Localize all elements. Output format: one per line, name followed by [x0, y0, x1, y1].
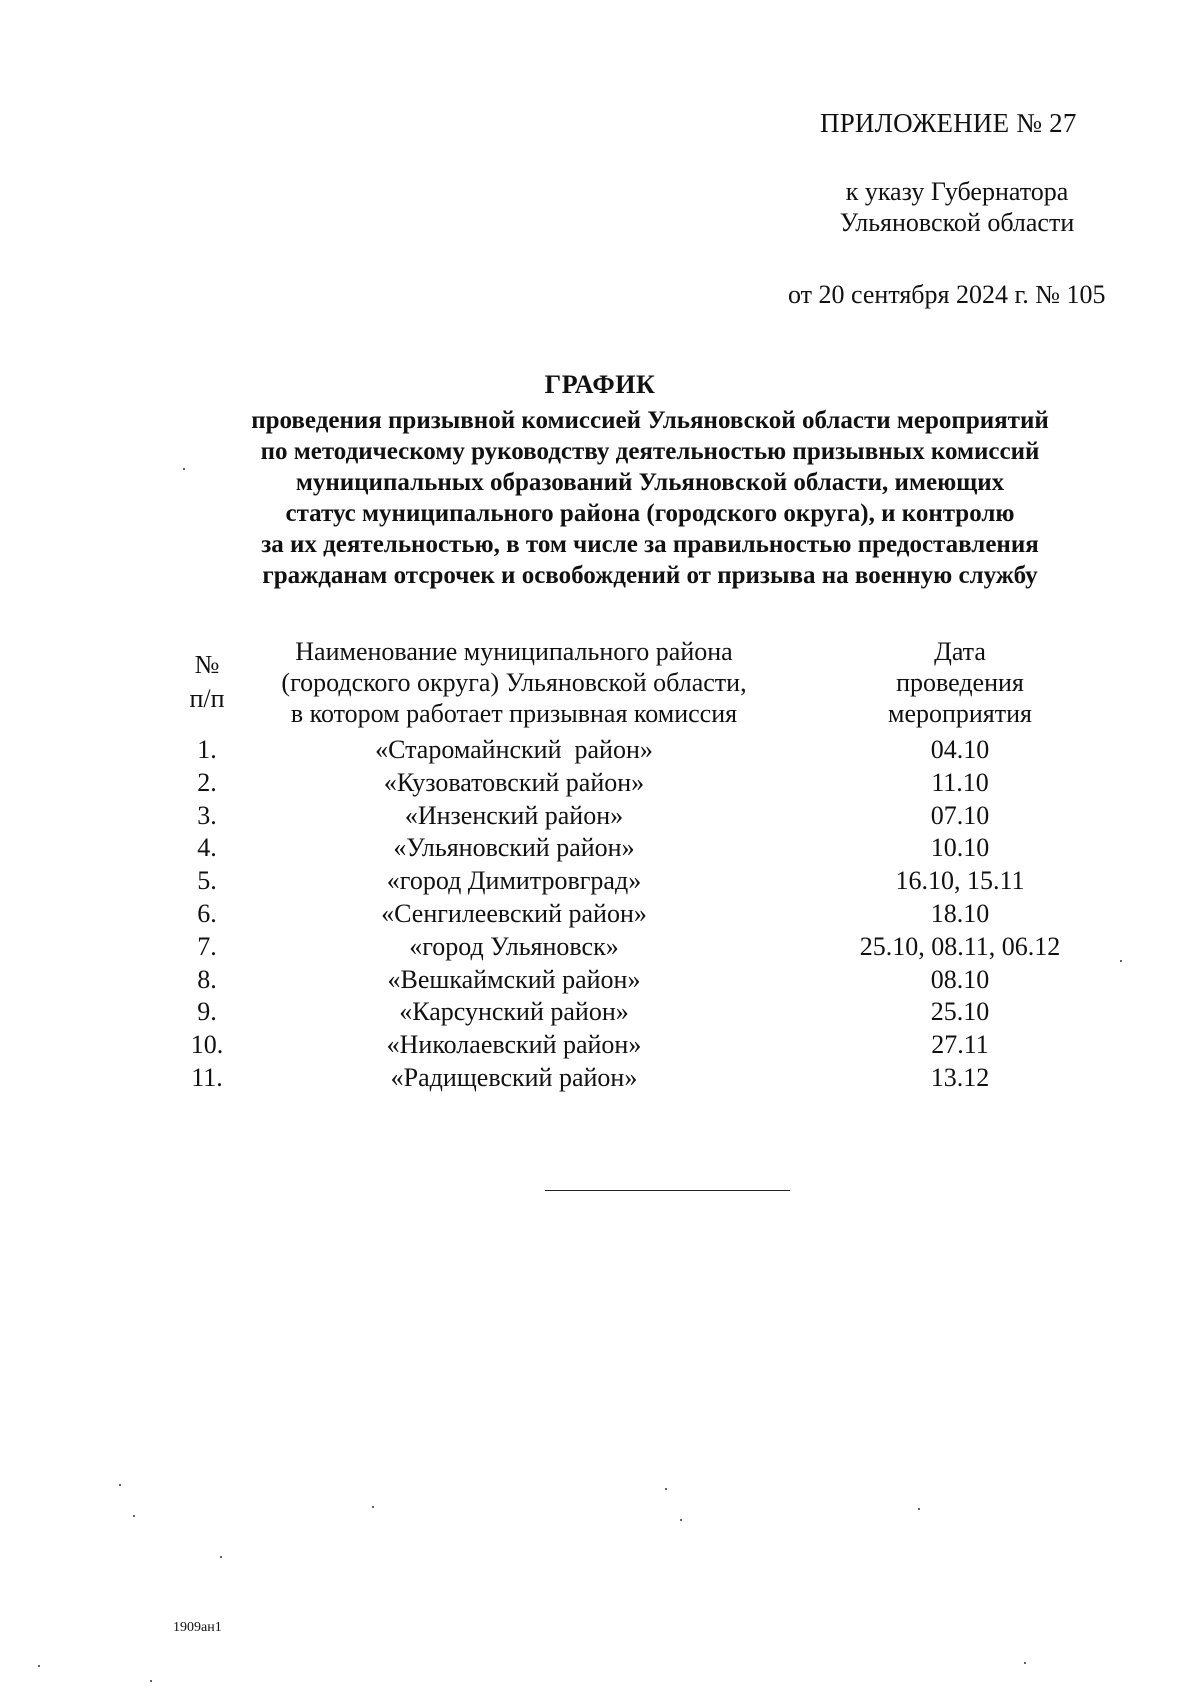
scan-speck [372, 1506, 374, 1508]
header-district-line: (городского округа) Ульяновской области, [281, 668, 747, 697]
row-date: 07.10 [930, 800, 990, 830]
decree-line-1: к указу Губернатора [845, 177, 1069, 206]
table-row [170, 931, 1100, 964]
row-district: «Карсунский район» [399, 997, 629, 1027]
subtitle-line: по методическому руководству деятельностью призывных комиссий [260, 438, 1040, 465]
row-date: 16.10, 15.11 [895, 866, 1025, 896]
scan-speck [1120, 960, 1122, 962]
scan-speck [1024, 1662, 1026, 1664]
subtitle-line: проведения призывной комиссией Ульяновской области мероприятий [251, 407, 1049, 434]
row-number: 5. [197, 866, 217, 896]
row-date: 25.10 [930, 997, 990, 1027]
row-number: 8. [197, 964, 217, 994]
header-date-line: проведения [896, 668, 1024, 697]
scan-speck [918, 1508, 920, 1510]
row-number: 3. [197, 800, 217, 830]
header-district [244, 636, 784, 729]
appendix-label: ПРИЛОЖЕНИЕ № 27 [820, 108, 1077, 138]
row-district: «Старомайнский район» [375, 735, 653, 764]
subtitle-line: за их деятельностью, в том числе за правильностью предоставления [261, 531, 1039, 558]
document-subtitle [160, 405, 1140, 591]
table-header [170, 636, 1100, 734]
row-date: 10.10 [930, 833, 990, 863]
row-district: «Николаевский район» [386, 1030, 642, 1060]
document-code: 1909ан1 [173, 1620, 222, 1635]
row-district: «Ульяновский район» [393, 833, 635, 863]
scan-speck [220, 1556, 222, 1558]
table-row [170, 734, 1100, 767]
header-date [860, 636, 1060, 729]
row-number: 4. [197, 833, 217, 863]
row-date: 18.10 [930, 898, 990, 928]
row-number: 7. [197, 931, 217, 961]
table-row [170, 1062, 1100, 1095]
scan-speck [133, 1515, 135, 1517]
row-date: 08.10 [930, 964, 990, 994]
subtitle-line: статус муниципального района (городского округа), и контролю [285, 500, 1015, 527]
row-date: 25.10, 08.11, 06.12 [859, 931, 1061, 961]
row-number: 9. [197, 997, 217, 1027]
header-district-line: в котором работает призывная комиссия [290, 699, 738, 728]
scan-speck [38, 1665, 40, 1667]
table-row [170, 1029, 1100, 1062]
row-district: «Инзенский район» [404, 800, 624, 830]
row-number: 11. [191, 1062, 223, 1092]
subtitle-line: муниципальных образований Ульяновской области, имеющих [295, 469, 1005, 496]
row-date: 04.10 [930, 735, 990, 764]
decree-date: от 20 сентября 2024 г. № 105 [788, 280, 1106, 309]
header-district-line: Наименование муниципального района [295, 637, 733, 666]
schedule-table [170, 636, 1100, 1095]
document-title: ГРАФИК [544, 370, 656, 399]
header-number [170, 648, 244, 716]
table-row [170, 996, 1100, 1029]
table-row [170, 832, 1100, 865]
scan-speck [150, 1680, 152, 1682]
row-number: 1. [197, 735, 217, 764]
header-date-line: Дата [934, 637, 986, 666]
header-date-line: мероприятия [887, 699, 1032, 728]
row-date: 11.10 [931, 767, 989, 797]
scan-speck [665, 1488, 667, 1490]
header-number-line: п/п [189, 684, 225, 713]
table-row [170, 800, 1100, 833]
end-separator-line [545, 1190, 790, 1191]
table-row [170, 865, 1100, 898]
row-district: «Радищевский район» [390, 1062, 638, 1092]
table-row [170, 898, 1100, 931]
scan-speck [680, 1519, 682, 1521]
scan-speck [183, 468, 185, 470]
row-number: 10. [190, 1030, 224, 1060]
table-row [170, 964, 1100, 997]
decree-line-2: Ульяновской области [839, 208, 1075, 237]
row-date: 27.11 [931, 1030, 989, 1060]
row-number: 6. [197, 898, 217, 928]
scan-speck [119, 1484, 121, 1486]
decree-reference [822, 176, 1092, 238]
row-date: 13.12 [930, 1062, 990, 1092]
table-row [170, 767, 1100, 800]
header-number-line: № [194, 650, 220, 679]
row-number: 2. [197, 767, 217, 797]
row-district: «город Ульяновск» [409, 931, 619, 961]
row-district: «Кузоватовский район» [383, 767, 645, 797]
row-district: «город Димитровград» [386, 866, 642, 896]
row-district: «Вешкаймский район» [387, 964, 641, 994]
row-district: «Сенгилеевский район» [381, 898, 647, 928]
subtitle-line: гражданам отсрочек и освобождений от призыва на военную службу [262, 562, 1038, 589]
